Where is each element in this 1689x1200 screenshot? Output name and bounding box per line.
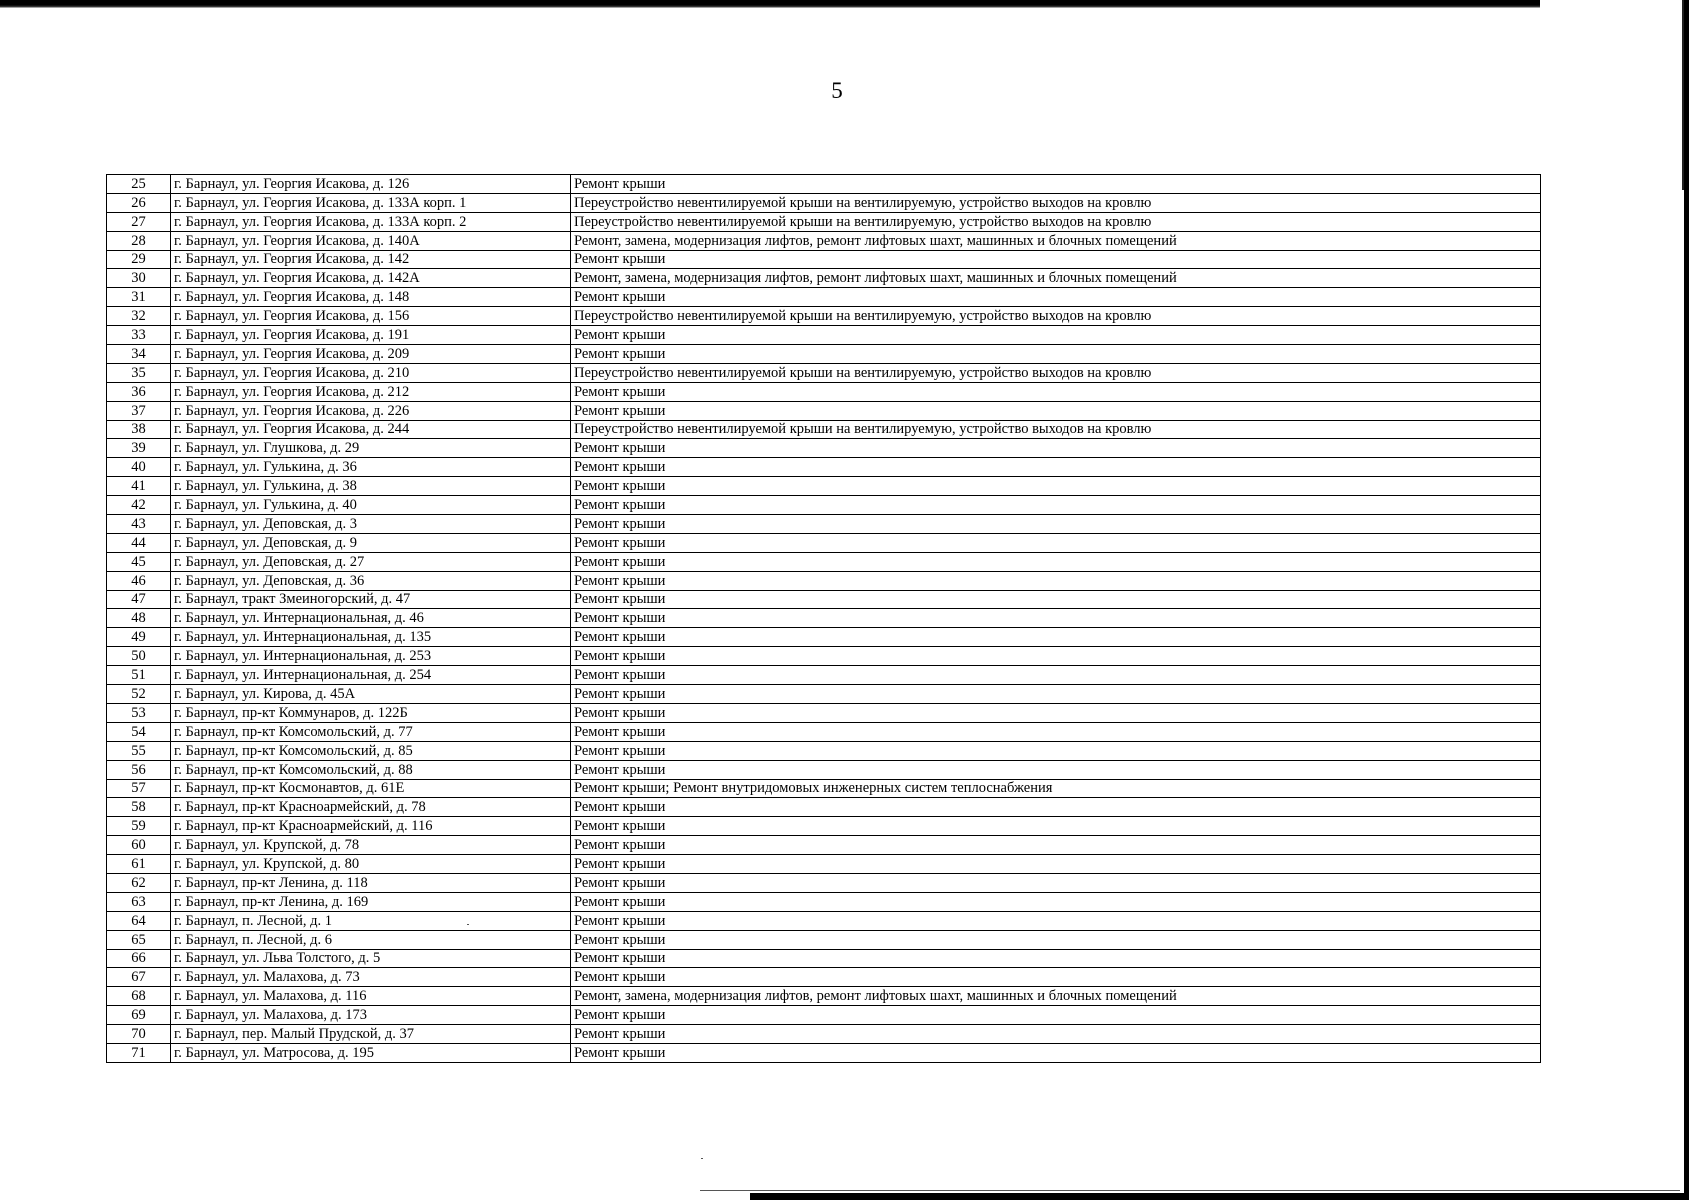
row-address: г. Барнаул, ул. Интернациональная, д. 254 [171,666,571,685]
row-work-type: Ремонт крыши [571,382,1541,401]
table-body [107,175,1541,1063]
row-number: 62 [107,873,171,892]
row-number: 63 [107,892,171,911]
row-address: г. Барнаул, ул. Деповская, д. 3 [171,515,571,534]
table-row [107,798,1541,817]
table-row [107,836,1541,855]
row-address: г. Барнаул, пр-кт Ленина, д. 118 [171,873,571,892]
row-work-type: Ремонт, замена, модернизация лифтов, ремонт лифтовых шахт, машинных и блочных помещений [571,231,1541,250]
row-address: г. Барнаул, ул. Георгия Исакова, д. 126 [171,175,571,194]
row-work-type: Ремонт, замена, модернизация лифтов, ремонт лифтовых шахт, машинных и блочных помещений [571,269,1541,288]
row-address: г. Барнаул, ул. Георгия Исакова, д. 210 [171,363,571,382]
row-number: 68 [107,987,171,1006]
row-work-type: Ремонт, замена, модернизация лифтов, ремонт лифтовых шахт, машинных и блочных помещений [571,987,1541,1006]
row-work-type: Переустройство невентилируемой крыши на вентилируемую, устройство выходов на кровлю [571,212,1541,231]
table-row [107,269,1541,288]
table-row [107,515,1541,534]
table-row [107,817,1541,836]
row-work-type: Ремонт крыши [571,515,1541,534]
row-address: г. Барнаул, ул. Интернациональная, д. 46 [171,609,571,628]
row-address: г. Барнаул, ул. Георгия Исакова, д. 133А корп. 2 [171,212,571,231]
row-number: 31 [107,288,171,307]
page-number: 5 [831,78,843,103]
row-address: г. Барнаул, ул. Глушкова, д. 29 [171,439,571,458]
row-address: г. Барнаул, ул. Георгия Исакова, д. 142А [171,269,571,288]
row-work-type: Ремонт крыши [571,949,1541,968]
row-address: г. Барнаул, пр-кт Космонавтов, д. 61Е [171,779,571,798]
table-row [107,231,1541,250]
row-work-type: Переустройство невентилируемой крыши на вентилируемую, устройство выходов на кровлю [571,420,1541,439]
row-work-type: Ремонт крыши [571,533,1541,552]
table-row [107,949,1541,968]
row-number: 30 [107,269,171,288]
row-address: г. Барнаул, ул. Деповская, д. 36 [171,571,571,590]
row-number: 45 [107,552,171,571]
table-row [107,345,1541,364]
row-number: 47 [107,590,171,609]
row-number: 52 [107,685,171,704]
table-row [107,685,1541,704]
scan-edge-bottom [750,1193,1689,1200]
row-number: 71 [107,1043,171,1062]
row-number: 25 [107,175,171,194]
scan-edge-right-inner [1682,0,1684,190]
scan-edge-bottom-line [700,1190,1680,1191]
row-number: 27 [107,212,171,231]
row-address: г. Барнаул, ул. Кирова, д. 45А [171,685,571,704]
row-number: 54 [107,722,171,741]
row-number: 29 [107,250,171,269]
row-address: г. Барнаул, ул. Георгия Исакова, д. 133А корп. 1 [171,193,571,212]
row-address: г. Барнаул, ул. Георгия Исакова, д. 212 [171,382,571,401]
table-row [107,741,1541,760]
row-address: г. Барнаул, ул. Гулькина, д. 36 [171,458,571,477]
row-work-type: Ремонт крыши [571,930,1541,949]
table-row [107,855,1541,874]
row-number: 46 [107,571,171,590]
row-work-type: Ремонт крыши [571,647,1541,666]
row-work-type: Ремонт крыши [571,458,1541,477]
table-row [107,571,1541,590]
row-number: 70 [107,1025,171,1044]
row-address: г. Барнаул, ул. Георгия Исакова, д. 191 [171,326,571,345]
row-work-type: Ремонт крыши [571,250,1541,269]
table-row [107,212,1541,231]
row-work-type: Ремонт крыши [571,911,1541,930]
row-address: г. Барнаул, ул. Гулькина, д. 38 [171,477,571,496]
repair-register-table [106,174,1541,1063]
table-row [107,401,1541,420]
row-work-type: Ремонт крыши [571,741,1541,760]
row-address: г. Барнаул, пр-кт Комсомольский, д. 77 [171,722,571,741]
table-row [107,968,1541,987]
row-number: 66 [107,949,171,968]
row-address: г. Барнаул, пр-кт Красноармейский, д. 78 [171,798,571,817]
row-address: г. Барнаул, ул. Георгия Исакова, д. 156 [171,307,571,326]
row-number: 33 [107,326,171,345]
table-row [107,250,1541,269]
row-number: 28 [107,231,171,250]
table-row [107,590,1541,609]
row-work-type: Ремонт крыши [571,345,1541,364]
table-row [107,288,1541,307]
table-row [107,458,1541,477]
row-work-type: Переустройство невентилируемой крыши на вентилируемую, устройство выходов на кровлю [571,307,1541,326]
row-work-type: Ремонт крыши [571,571,1541,590]
table-row [107,363,1541,382]
row-work-type: Ремонт крыши [571,1006,1541,1025]
row-work-type: Ремонт крыши [571,552,1541,571]
table-row [107,930,1541,949]
row-number: 41 [107,477,171,496]
table-row [107,779,1541,798]
table-row [107,1025,1541,1044]
row-number: 38 [107,420,171,439]
row-work-type: Ремонт крыши [571,703,1541,722]
row-work-type: Ремонт крыши [571,439,1541,458]
row-address: г. Барнаул, ул. Крупской, д. 78 [171,836,571,855]
table-row [107,892,1541,911]
row-address: г. Барнаул, ул. Георгия Исакова, д. 209 [171,345,571,364]
row-work-type: Ремонт крыши [571,590,1541,609]
row-address: г. Барнаул, ул. Малахова, д. 173 [171,1006,571,1025]
row-address: г. Барнаул, ул. Георгия Исакова, д. 140А [171,231,571,250]
table-row [107,1006,1541,1025]
row-work-type: Ремонт крыши; Ремонт внутридомовых инженерных систем теплоснабжения [571,779,1541,798]
table-row [107,420,1541,439]
row-work-type: Ремонт крыши [571,628,1541,647]
row-address: г. Барнаул, ул. Деповская, д. 9 [171,533,571,552]
row-address: г. Барнаул, ул. Георгия Исакова, д. 148 [171,288,571,307]
row-work-type: Ремонт крыши [571,798,1541,817]
table-row [107,911,1541,930]
row-number: 26 [107,193,171,212]
table-row [107,307,1541,326]
table-row [107,439,1541,458]
row-address: г. Барнаул, пр-кт Ленина, д. 169 [171,892,571,911]
row-number: 58 [107,798,171,817]
row-address: г. Барнаул, ул. Гулькина, д. 40 [171,496,571,515]
row-work-type: Ремонт крыши [571,477,1541,496]
row-address: г. Барнаул, тракт Змеиногорский, д. 47 [171,590,571,609]
row-number: 60 [107,836,171,855]
table-row [107,703,1541,722]
table-row [107,533,1541,552]
row-number: 35 [107,363,171,382]
table-row [107,987,1541,1006]
row-work-type: Ремонт крыши [571,496,1541,515]
row-number: 55 [107,741,171,760]
table-row [107,175,1541,194]
row-address: г. Барнаул, ул. Интернациональная, д. 135 [171,628,571,647]
table-row [107,722,1541,741]
row-number: 49 [107,628,171,647]
row-work-type: Ремонт крыши [571,326,1541,345]
row-address: г. Барнаул, ул. Георгия Исакова, д. 244 [171,420,571,439]
row-address: г. Барнаул, пер. Малый Прудской, д. 37 [171,1025,571,1044]
row-number: 48 [107,609,171,628]
row-number: 40 [107,458,171,477]
table-row [107,193,1541,212]
row-work-type: Ремонт крыши [574,1044,666,1061]
row-work-type: Ремонт крыши [571,685,1541,704]
row-address: г. Барнаул, пр-кт Комсомольский, д. 88 [171,760,571,779]
row-address: г. Барнаул, пр-кт Комсомольский, д. 85 [171,741,571,760]
row-address: г. Барнаул, пр-кт Коммунаров, д. 122Б [171,703,571,722]
row-address: г. Барнаул, пр-кт Красноармейский, д. 116 [171,817,571,836]
scan-edge-right [1684,0,1689,1200]
row-number: 32 [107,307,171,326]
row-number: 39 [107,439,171,458]
row-number: 64 [107,911,171,930]
row-number: 56 [107,760,171,779]
row-work-type: Ремонт крыши [571,760,1541,779]
row-work-type: Ремонт крыши [571,722,1541,741]
row-address: г. Барнаул, ул. Деповская, д. 27 [171,552,571,571]
row-number: 37 [107,401,171,420]
row-number: 43 [107,515,171,534]
row-address: г. Барнаул, ул. Крупской, д. 80 [171,855,571,874]
row-work-type: Ремонт крыши [571,968,1541,987]
row-address: г. Барнаул, п. Лесной, д. 1 [171,911,571,930]
scan-speck [701,1158,703,1159]
table-row [107,552,1541,571]
table-row [107,873,1541,892]
row-work-type: Ремонт крыши [571,855,1541,874]
table-row [107,628,1541,647]
row-number: 36 [107,382,171,401]
row-work-type: Ремонт крыши [571,175,1541,194]
row-number: 42 [107,496,171,515]
row-address: г. Барнаул, п. Лесной, д. 6 [171,930,571,949]
row-work-type: Ремонт крыши [571,836,1541,855]
table-row [107,609,1541,628]
row-work-type: Ремонт крыши [571,1025,1541,1044]
scan-edge-top [0,0,1540,8]
table-row [107,326,1541,345]
table-row [107,1043,1541,1062]
table-row [107,496,1541,515]
table-row [107,666,1541,685]
table-row [107,760,1541,779]
row-work-type: Ремонт крыши [571,817,1541,836]
row-work-type: Ремонт крыши [571,666,1541,685]
row-work-type: Ремонт крыши [571,609,1541,628]
row-number: 65 [107,930,171,949]
row-number: 57 [107,779,171,798]
row-number: 50 [107,647,171,666]
row-address: г. Барнаул, ул. Льва Толстого, д. 5 [171,949,571,968]
row-address: г. Барнаул, ул. Малахова, д. 116 [171,987,571,1006]
row-number: 34 [107,345,171,364]
row-number: 61 [107,855,171,874]
row-number: 51 [107,666,171,685]
row-work-type: Переустройство невентилируемой крыши на вентилируемую, устройство выходов на кровлю [571,193,1541,212]
table-row [107,382,1541,401]
table-row [107,647,1541,666]
row-address: г. Барнаул, ул. Малахова, д. 73 [171,968,571,987]
table-row [107,477,1541,496]
row-number: 67 [107,968,171,987]
row-address: г. Барнаул, ул. Интернациональная, д. 253 [171,647,571,666]
row-number: 59 [107,817,171,836]
row-number: 44 [107,533,171,552]
row-work-type: Ремонт крыши [571,892,1541,911]
row-address: г. Барнаул, ул. Матросова, д. 195 [171,1043,571,1062]
row-address: г. Барнаул, ул. Георгия Исакова, д. 226 [171,401,571,420]
row-number: 69 [107,1006,171,1025]
row-work-type: Переустройство невентилируемой крыши на вентилируемую, устройство выходов на кровлю [571,363,1541,382]
row-address: г. Барнаул, ул. Георгия Исакова, д. 142 [171,250,571,269]
row-work-type: Ремонт крыши [571,873,1541,892]
row-work-type: Ремонт крыши [571,401,1541,420]
row-work-type: Ремонт крыши [571,288,1541,307]
row-number: 53 [107,703,171,722]
